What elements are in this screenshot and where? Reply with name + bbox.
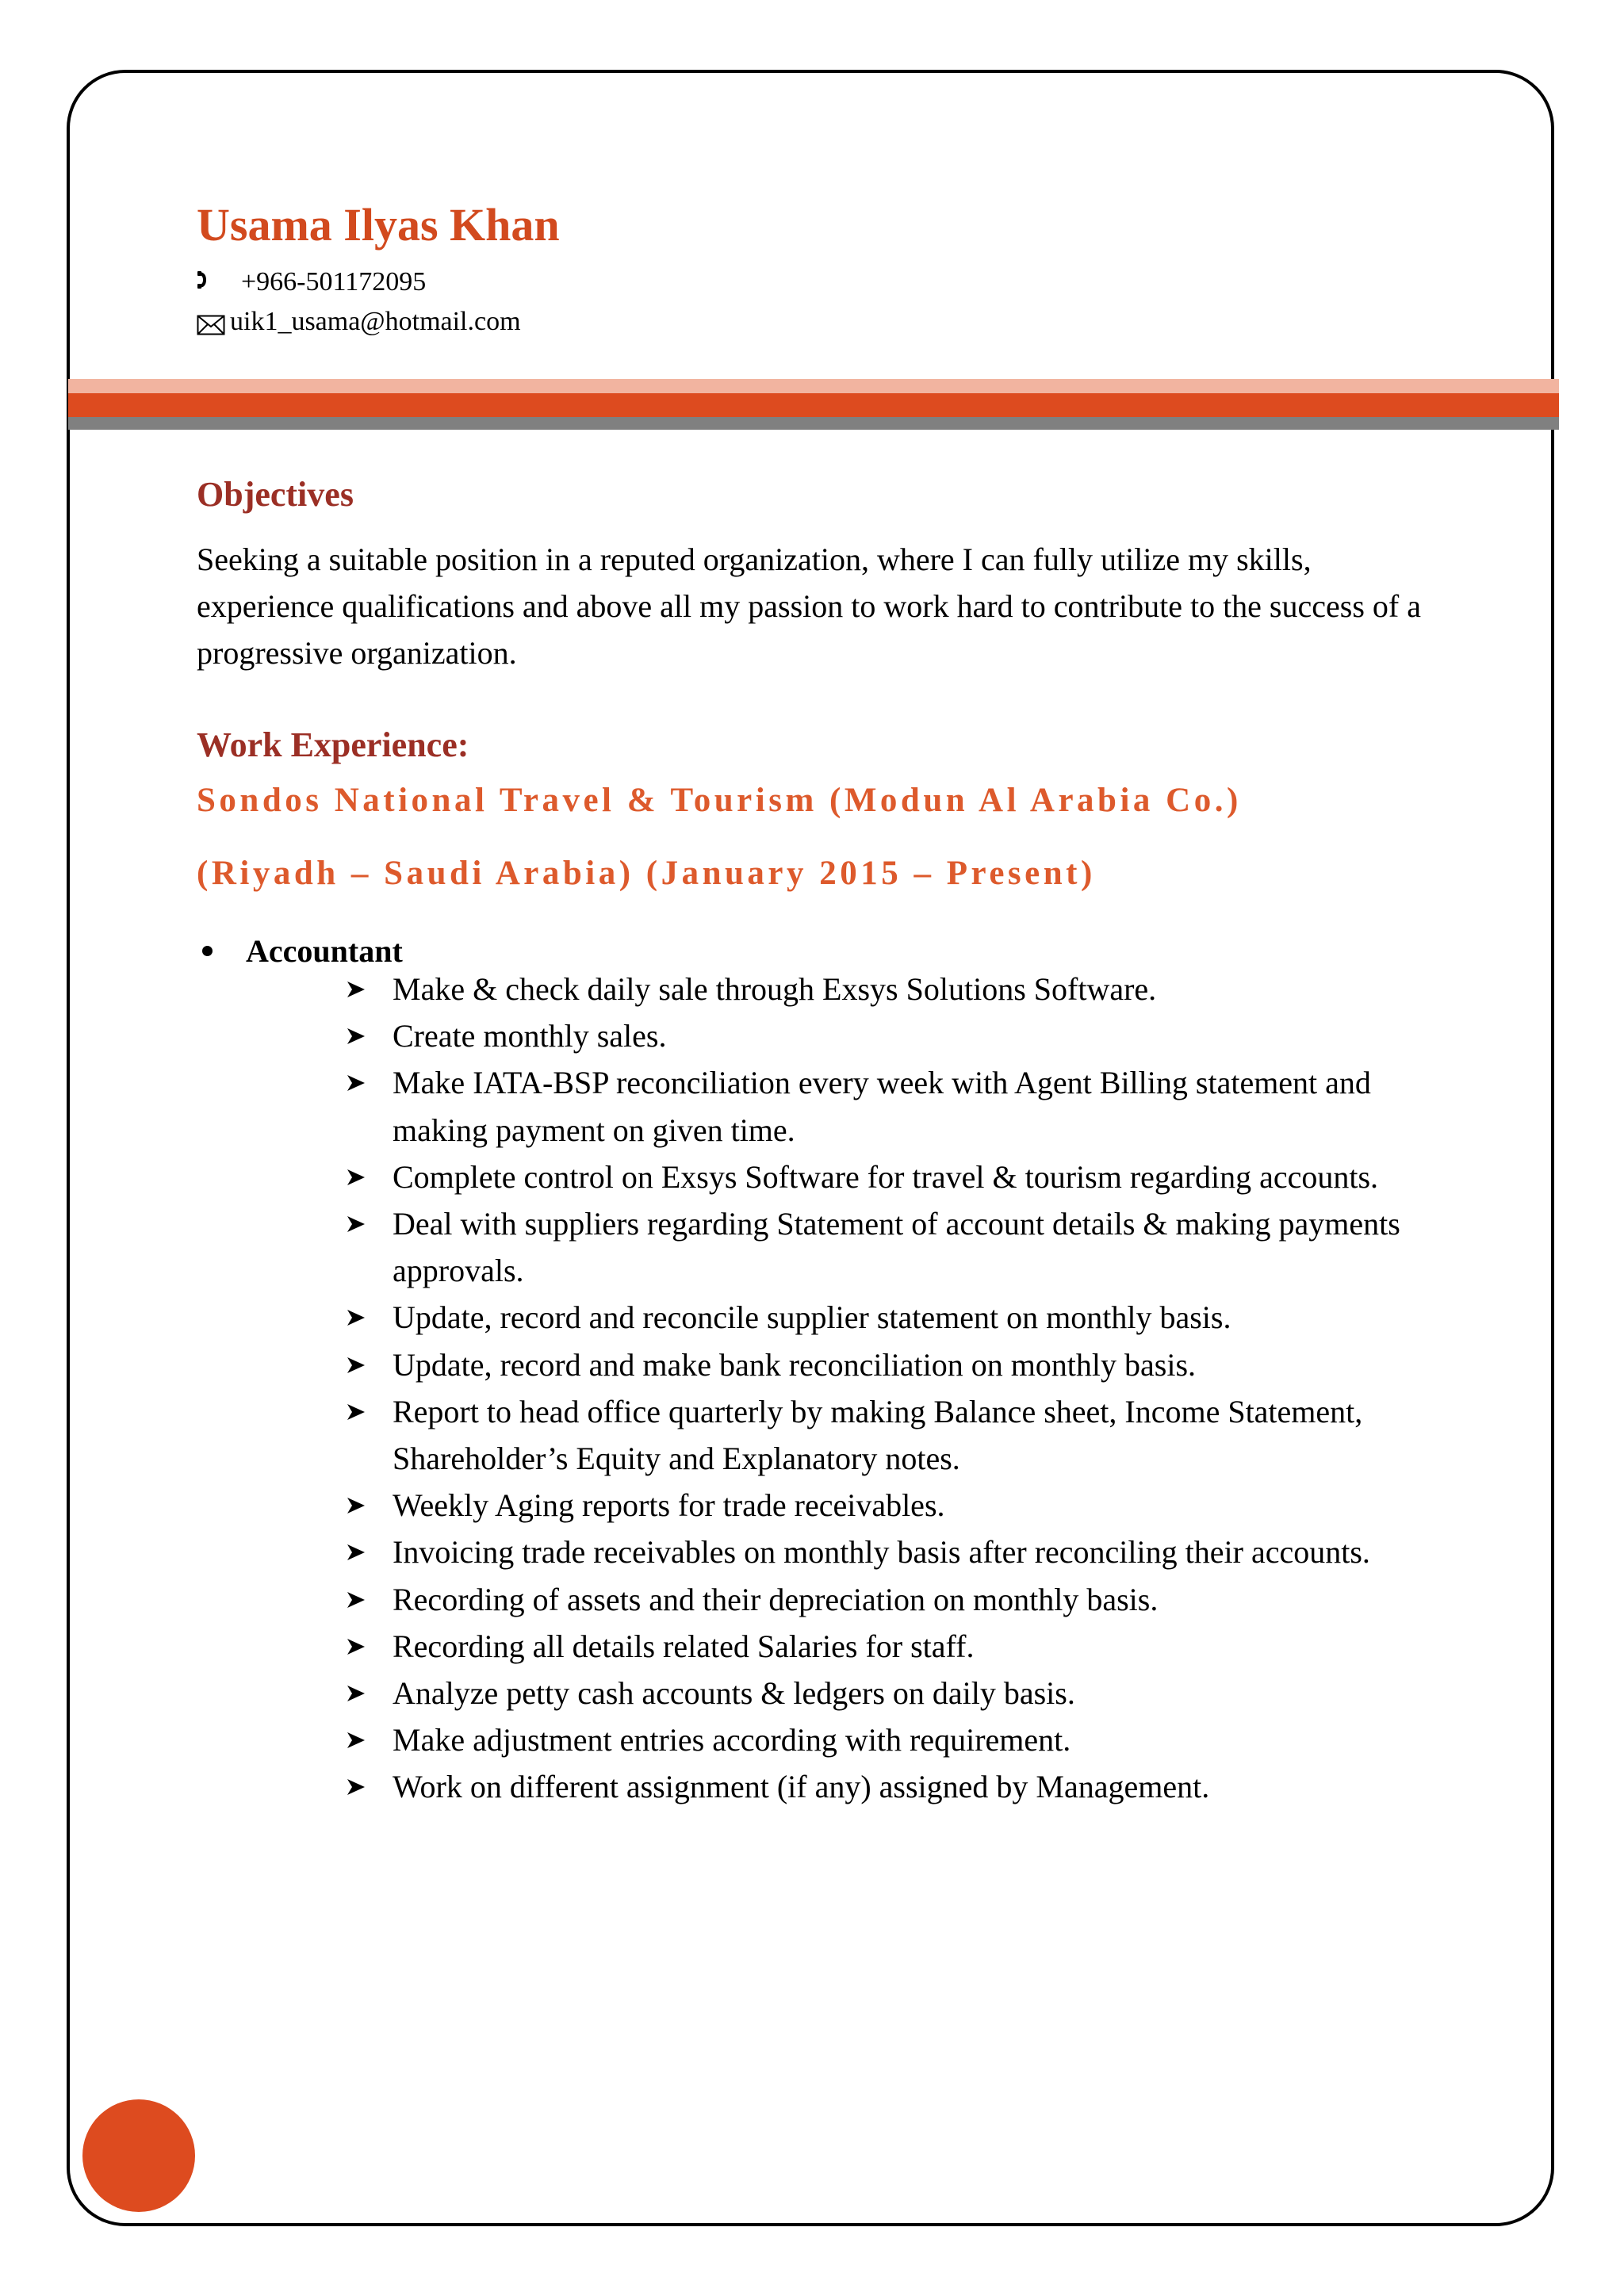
email-contact [197,306,521,339]
envelope-icon [197,312,225,332]
list-item: Invoicing trade receivables on monthly basis after reconciling their accounts. [341,1529,1467,1575]
header-band-gray [68,417,1559,430]
arrow-bullet-icon [347,1544,366,1561]
arrow-bullet-icon [347,1591,366,1609]
arrow-bullet-icon [347,981,366,998]
list-item: Create monthly sales. [341,1012,1467,1059]
decorative-circle [82,2099,195,2212]
phone-number: +966-501172095 [241,267,427,297]
list-item: Analyze petty cash accounts & ledgers on daily basis. [341,1670,1467,1716]
arrow-bullet-icon [347,1357,366,1374]
list-item: Weekly Aging reports for trade receivables. [341,1482,1467,1529]
header-band-light [68,379,1559,393]
list-item: Make adjustment entries according with requirement. [341,1716,1467,1763]
arrow-bullet-icon [347,1638,366,1655]
arrow-bullet-icon [347,1732,366,1749]
job-role-title: Accountant [246,933,403,969]
arrow-bullet-icon [347,1685,366,1702]
list-item: Update, record and reconcile supplier statement on monthly basis. [341,1294,1467,1341]
list-item: Make IATA-BSP reconciliation every week with Agent Billing statement and making payment on given time. [341,1059,1467,1153]
arrow-bullet-icon [347,1169,366,1186]
objectives-heading: Objectives [197,475,354,514]
email-address[interactable]: uik1_usama@hotmail.com [230,307,521,336]
list-item: Recording of assets and their depreciation on monthly basis. [341,1576,1467,1623]
company-location-dates: (Riyadh – Saudi Arabia) (January 2015 – Present) [197,855,1096,892]
objectives-text: Seeking a suitable position in a reputed organization, where I can fully utilize my skills, experience qualifications and above all my passion to work hard to contribute to the success of a progressive organization. [197,541,1421,671]
arrow-bullet-icon [347,1403,366,1421]
arrow-bullet-icon [347,1027,366,1045]
list-item: Deal with suppliers regarding Statement of account details & making payments approvals. [341,1200,1467,1294]
list-item: Report to head office quarterly by making Balance sheet, Income Statement, Shareholder’s Equity and Explanatory notes. [341,1388,1467,1482]
duties-list [341,966,1467,1811]
list-item: Complete control on Exsys Software for travel & tourism regarding accounts. [341,1154,1467,1200]
list-item: Make & check daily sale through Exsys Solutions Software. [341,966,1467,1012]
arrow-bullet-icon [347,1497,366,1514]
arrow-bullet-icon [347,1215,366,1233]
list-item: Recording all details related Salaries for staff. [341,1623,1467,1670]
arrow-bullet-icon [347,1778,366,1796]
list-item: Work on different assignment (if any) assigned by Management. [341,1763,1467,1810]
company-name: Sondos National Travel & Tourism (Modun Al Arabia Co.) [197,782,1242,819]
work-experience-heading: Work Experience: [197,725,469,764]
list-item: Update, record and make bank reconciliation on monthly basis. [341,1341,1467,1388]
header-band-accent [68,393,1559,417]
candidate-name: Usama Ilyas Khan [197,199,560,251]
arrow-bullet-icon [347,1074,366,1092]
phone-icon [197,266,220,299]
arrow-bullet-icon [347,1309,366,1326]
phone-contact [197,266,426,299]
bullet-icon [202,946,213,956]
